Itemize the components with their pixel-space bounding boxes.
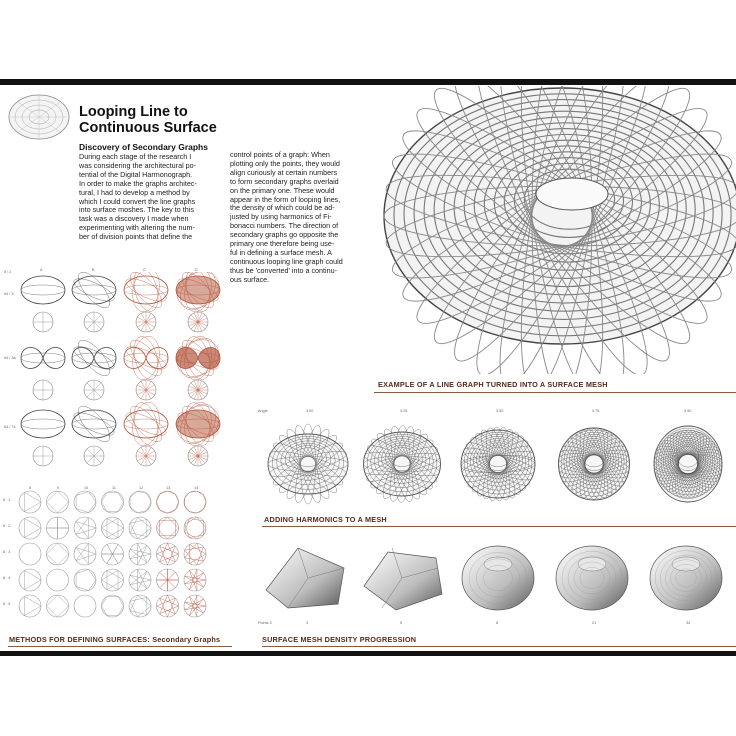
body-line: primary one therefore being use- [230,239,335,249]
grid-circle [102,595,124,617]
secondary-circle [33,312,53,332]
body-line: In order to make the graphs architec- [79,178,197,188]
body-line: appear in the form of looping lines, [230,194,341,204]
grid-circle [184,569,206,591]
grid-circle [102,569,124,591]
bottom-border-bar [0,651,736,656]
body-line: ber of division points that define the [79,232,193,242]
loop-graph [21,410,65,438]
harmonics-value: 3.25 [400,409,408,413]
secondary-circle [84,312,104,332]
body-line: to form secondary graphs overlaid [230,176,339,186]
grid-circle [74,569,96,591]
section-subtitle: Discovery of Secondary Graphs [79,142,208,152]
grid-circle [102,491,124,513]
title-line-2: Continuous Surface [79,120,217,136]
secondary-circle [188,446,208,466]
secondary-graph-circle-grid [16,490,230,620]
loop-graph [21,276,65,304]
grid-circle [129,517,151,539]
body-line: tential of the Digital Harmonograph. [79,169,193,179]
matrix-column-label: A [40,268,43,272]
grid-row-label: 8 : 4 [3,576,11,580]
body-text-column-1 [79,153,221,242]
grid-circle [157,491,179,513]
body-line: thus be 'converted' into a continu- [230,265,338,275]
matrix-column-label: D [195,268,198,272]
loop-graph [123,400,169,448]
grid-circle [47,595,69,617]
loop-graph [123,272,169,314]
grid-row-label: 8 : 5 [3,602,11,606]
grid-circle [74,491,96,513]
body-line: tural, I had to develop a method by [79,187,190,197]
density-mesh-solid [266,548,344,608]
grid-circle [74,517,96,539]
grid-circle [47,569,69,591]
grid-column-label: 10 [84,486,89,490]
loop-graph [21,348,65,369]
grid-circle [19,543,41,565]
harmonic-mesh [267,423,348,504]
grid-row-label: 8 : 2 [3,524,11,528]
body-line: align curiously at certain numbers [230,167,338,177]
grid-circle [19,517,41,539]
grid-circle [19,491,41,513]
grid-circle [19,569,41,591]
top-border-bar [0,79,736,85]
secondary-circle [33,446,53,466]
body-line: ous surface. [230,274,270,284]
loop-graph [71,401,117,446]
matrix-row-label: 8 / 2 [4,270,12,274]
secondary-circle [33,380,53,400]
harmonics-value: 3.50 [496,409,504,413]
grid-circle [129,543,151,565]
torus-inner-hole [536,178,608,210]
harmonic-mesh [363,425,442,504]
body-line: secondary graphs go opposite the [230,230,339,240]
density-value: 34 [686,621,691,625]
secondary-circle [188,380,208,400]
caption-rule [374,392,736,393]
grid-circle [129,491,151,513]
loop-graph [170,331,225,384]
caption-harmonics: ADDING HARMONICS TO A MESH [264,515,387,524]
caption-density: SURFACE MESH DENSITY PROGRESSION [262,635,417,644]
grid-circle [47,543,69,565]
density-row-label: Points 0 [258,621,272,625]
secondary-circle [136,380,156,400]
grid-column-label: 11 [112,486,116,490]
caption-methods: METHODS FOR DEFINING SURFACES: Secondary Graphs [9,635,221,644]
harmonic-mesh [460,426,536,502]
matrix-column-label: B [92,268,95,272]
density-value: 8 [496,621,499,625]
title-line-1: Looping Line to [79,104,188,120]
density-value: 21 [592,621,597,625]
page-title [79,104,217,136]
harmonics-mesh-row [262,418,736,510]
secondary-circle [84,446,104,466]
harmonics-value: 3.90 [684,409,692,413]
grid-circle [129,569,151,591]
grid-circle [19,595,41,617]
grid-circle [47,491,69,513]
body-line: continuous looping line graph could [230,256,343,266]
caption-rule [262,526,736,527]
matrix-row-label: 64 / 3a [4,356,16,360]
density-mesh-solid [364,548,442,610]
grid-circle [184,517,206,539]
matrix-row-label: 64 / 74 [4,425,16,429]
body-line: experimenting with altering the num- [79,223,195,233]
body-line: was considering the architectural po- [79,160,197,170]
torus-outline [384,88,736,344]
loop-graph [170,272,225,317]
body-line: plotting only the points, they would [230,158,340,168]
harmonograph-graph-matrix [18,272,232,472]
caption-rule [262,646,736,647]
density-mesh-solid [462,546,534,610]
grid-column-label: 12 [139,486,144,490]
loop-graph [123,334,169,382]
body-line: which I could convert the line graphs [79,196,196,206]
body-line: During each stage of the research I [79,152,192,161]
body-text-column-2 [230,151,370,285]
matrix-column-label: C [143,268,146,272]
harmonic-mesh [653,426,724,502]
grid-circle [184,491,206,513]
density-mesh-solid [556,546,628,610]
secondary-circle [84,380,104,400]
loop-graph [71,335,117,380]
secondary-circle [136,312,156,332]
harmonics-row-label: Angle [258,409,268,413]
grid-circle [184,595,206,617]
grid-circle [74,595,96,617]
grid-circle [74,543,96,565]
grid-row-label: 8 : 1 [3,498,11,502]
grid-circle [129,595,151,617]
secondary-circle [136,446,156,466]
grid-circle [157,569,179,591]
grid-column-label: 13 [166,486,171,490]
density-value: 3 [306,621,309,625]
body-line: into surface moshes. The key to this [79,205,194,215]
harmonics-value: 3.00 [306,409,314,413]
torus-surface-mesh-illustration [372,86,736,374]
grid-circle [47,517,69,539]
grid-column-label: 14 [194,486,199,490]
secondary-circle [188,312,208,332]
grid-circle [157,595,179,617]
density-mesh-solid [650,546,722,610]
body-line: task was a discovery I made when [79,214,189,224]
matrix-row-label: 64 / 3 [4,292,14,296]
grid-circle [184,543,206,565]
harmonic-mesh [557,427,630,500]
torus-thumbnail-icon [6,92,72,142]
harmonics-value: 3.75 [592,409,600,413]
body-line: justed by using harmonics of Fi- [230,212,332,222]
body-line: the density of which could be ad- [230,203,335,213]
caption-rule [8,646,232,647]
body-line: control points of a graph: When [230,150,330,159]
body-line: ful in defining a surface mesh. A [230,247,332,257]
grid-circle [102,543,124,565]
body-line: on the primary one. These would [230,185,335,195]
density-mesh-row [256,538,736,616]
loop-graph [170,397,225,450]
grid-circle [157,543,179,565]
loop-graph [71,272,117,313]
grid-column-label: 9 [57,486,60,490]
caption-example: EXAMPLE OF A LINE GRAPH TURNED INTO A SURFACE MESH [378,380,608,389]
grid-column-label: 8 [29,486,32,490]
density-value: 5 [400,621,403,625]
grid-circle [102,517,124,539]
body-line: bonacci numbers. The direction of [230,221,339,231]
grid-row-label: 8 : 3 [3,550,11,554]
grid-circle [157,517,179,539]
